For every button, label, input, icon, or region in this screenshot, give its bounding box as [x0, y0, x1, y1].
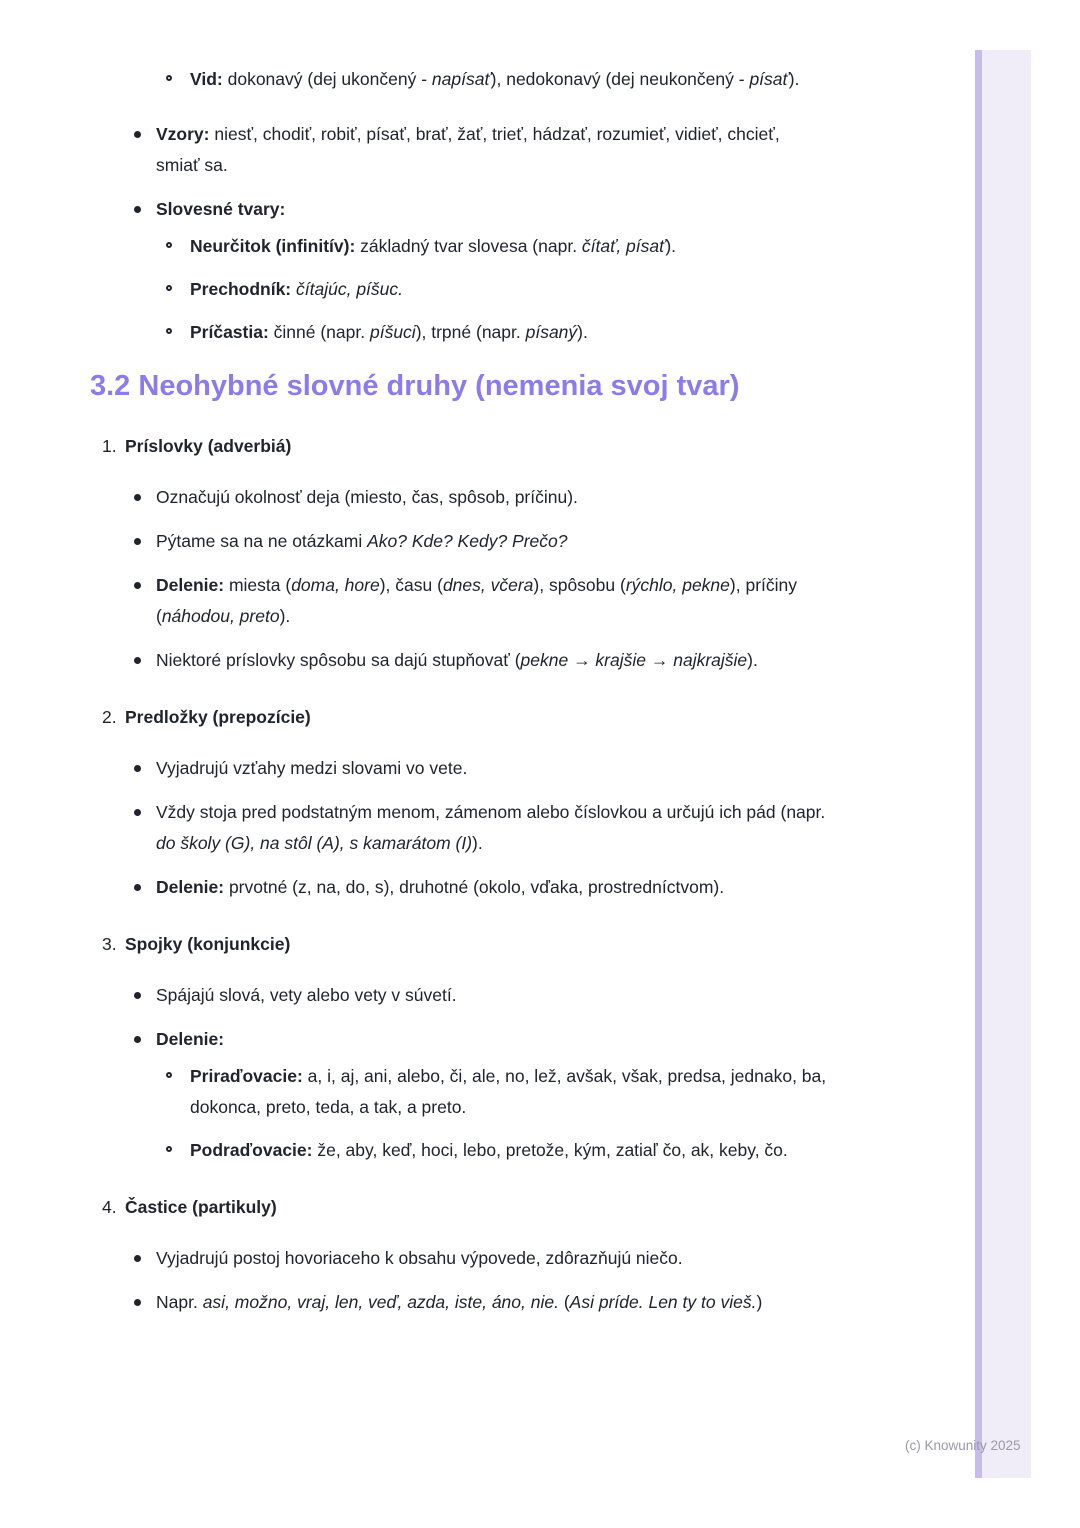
text-run: čítajúc, píšuc. — [296, 279, 404, 299]
text-run: dnes, včera — [442, 575, 534, 595]
text-run: Vyjadrujú vzťahy medzi slovami vo vete. — [156, 758, 468, 778]
list-item — [90, 194, 828, 225]
text-run: rýchlo, pekne — [625, 575, 730, 595]
text-run: Ako? Kde? Kedy? Prečo? — [367, 531, 568, 551]
sub-list-item — [90, 64, 828, 95]
text-run: že, aby, keď, hoci, lebo, pretože, kým, zatiaľ čo, ak, keby, čo. — [312, 1140, 788, 1160]
text-run: a, i, aj, ani, alebo, či, ale, no, lež, avšak, však, predsa, jednako, ba, dokonca, preto, teda, a tak, a preto. — [190, 1066, 827, 1117]
text-run: asi, možno, vraj, len, veď, azda, iste, áno, nie. — [202, 1292, 559, 1312]
text-run: náhodou, preto — [161, 606, 280, 626]
text-run: ), času ( — [379, 575, 443, 595]
text-run: Spájajú slová, vety alebo vety v súvetí. — [156, 985, 457, 1005]
text-run: písaný — [525, 322, 578, 342]
text-run: Delenie: — [156, 877, 225, 897]
text-run: písať — [749, 69, 789, 89]
copyright-watermark: (c) Knowunity 2025 — [905, 1438, 1021, 1453]
text-run: ). — [577, 322, 588, 342]
sub-list-item — [90, 231, 828, 262]
text-run: niesť, chodiť, robiť, písať, brať, žať, trieť, hádzať, rozumieť, vidieť, chcieť, smiať sa. — [156, 124, 780, 175]
text-run: Niektoré príslovky spôsobu sa dajú stupňovať ( — [156, 650, 521, 670]
item-number: 2. — [102, 707, 117, 727]
text-run: 3.2 Neohybné slovné druhy (nemenia svoj tvar) — [90, 370, 740, 402]
list-item — [90, 1243, 828, 1274]
section-heading — [90, 367, 828, 405]
text-run: Asi príde. Len ty to vieš. — [569, 1292, 757, 1312]
list-item — [90, 645, 828, 676]
text-run: ), trpné (napr. — [415, 322, 526, 342]
item-number: 3. — [102, 934, 117, 954]
sub-list-item — [90, 1061, 828, 1123]
document-content — [90, 52, 828, 1318]
text-run: Vždy stoja pred podstatným menom, zámenom alebo číslovkou a určujú ich pád (napr. — [156, 802, 826, 822]
text-run: ). — [747, 650, 758, 670]
list-item — [90, 980, 828, 1011]
list-item — [90, 482, 828, 513]
list-item — [90, 1024, 828, 1055]
text-run: Podraďovacie: — [190, 1140, 313, 1160]
text-run: Vid: — [190, 69, 223, 89]
text-run: činné (napr. — [268, 322, 370, 342]
text-run: napísať — [431, 69, 491, 89]
text-run: ) — [756, 1292, 763, 1312]
text-run: Označujú okolnosť deja (miesto, čas, spôsob, príčinu). — [156, 487, 578, 507]
text-run: ). — [788, 69, 800, 89]
text-run: píšuci — [369, 322, 416, 342]
sub-list-item — [90, 1135, 828, 1166]
list-item — [90, 570, 828, 632]
text-run: Prechodník: — [190, 279, 292, 299]
numbered-item — [90, 702, 828, 733]
text-run: doma, hore — [291, 575, 380, 595]
text-run: Delenie: — [156, 575, 225, 595]
list-item — [90, 753, 828, 784]
list-item — [90, 797, 828, 859]
list-item — [90, 872, 828, 903]
text-run: Neurčitok (infinitív): — [190, 236, 356, 256]
item-number: 4. — [102, 1197, 117, 1217]
text-run: dokonavý (dej ukončený - — [222, 69, 432, 89]
text-run: miesta ( — [224, 575, 292, 595]
page-edge-decoration-bar — [975, 50, 1031, 1478]
text-run: Priraďovacie: — [190, 1066, 303, 1086]
sub-list-item — [90, 274, 828, 305]
text-run: ). — [279, 606, 291, 626]
list-item — [90, 119, 828, 181]
item-number: 1. — [102, 436, 117, 456]
text-run: Častice (partikuly) — [125, 1197, 277, 1217]
text-run: ), spôsobu ( — [533, 575, 626, 595]
list-item — [90, 1287, 828, 1318]
numbered-item — [90, 929, 828, 960]
text-run: ( — [558, 1292, 570, 1312]
numbered-item — [90, 431, 828, 462]
list-item — [90, 526, 828, 557]
sub-list-item — [90, 317, 828, 348]
text-run: do školy (G), na stôl (A), s kamarátom (I) — [156, 833, 473, 853]
text-run: Príslovky (adverbiá) — [125, 436, 292, 456]
text-run: ). — [665, 236, 677, 256]
text-run: Pýtame sa na ne otázkami — [156, 531, 368, 551]
text-run: Vyjadrujú postoj hovoriaceho k obsahu výpovede, zdôrazňujú niečo. — [156, 1248, 683, 1268]
text-run: ). — [472, 833, 483, 853]
text-run: Napr. — [156, 1292, 203, 1312]
text-run: Príčastia: — [190, 322, 269, 342]
text-run: ), nedokonavý (dej neukončený - — [490, 69, 750, 89]
text-run: čítať, písať — [581, 236, 666, 256]
text-run: ), príčiny ( — [156, 575, 798, 626]
text-run: Slovesné tvary: — [156, 199, 286, 219]
numbered-item — [90, 1192, 828, 1223]
text-run: základný tvar slovesa (napr. — [355, 236, 582, 256]
text-run: prvotné (z, na, do, s), druhotné (okolo, vďaka, prostredníctvom). — [224, 877, 725, 897]
text-run: Predložky (prepozície) — [125, 707, 311, 727]
text-run: pekne → krajšie → najkrajšie — [520, 650, 748, 670]
text-run: Delenie: — [156, 1029, 225, 1049]
text-run: Spojky (konjunkcie) — [125, 934, 291, 954]
text-run: Vzory: — [156, 124, 210, 144]
